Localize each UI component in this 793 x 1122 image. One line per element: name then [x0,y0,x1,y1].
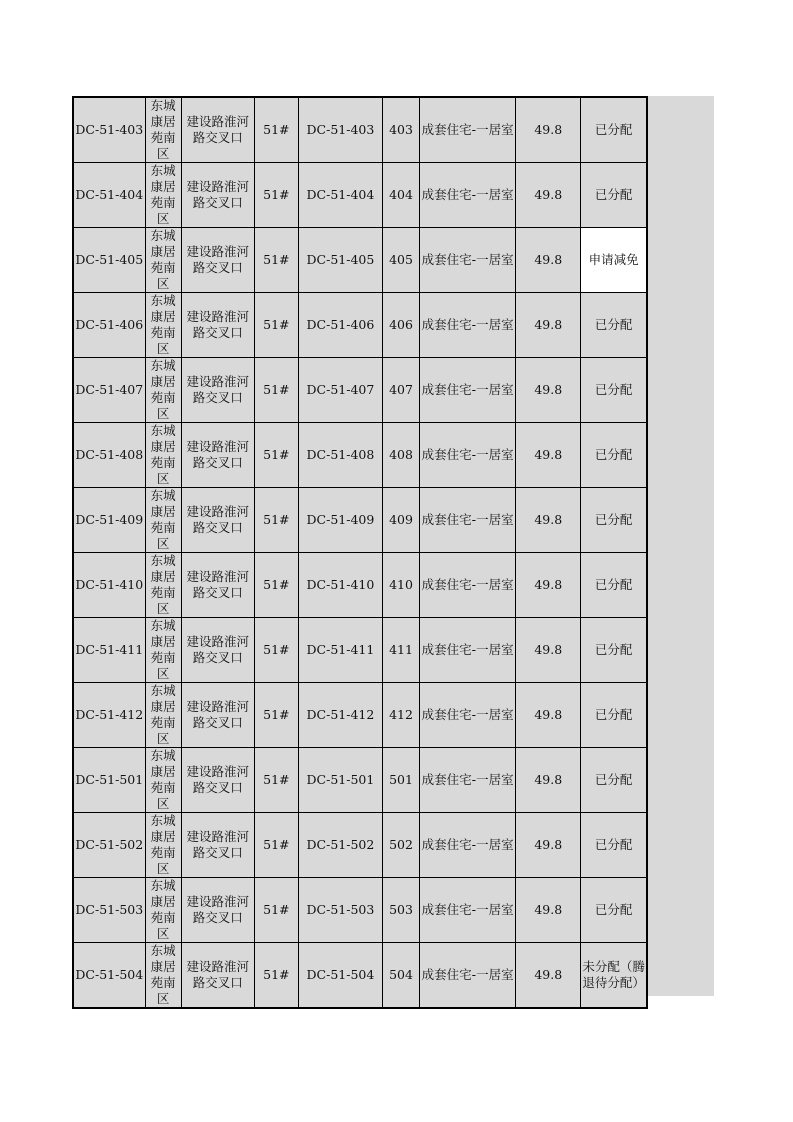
building-number-cell: 51# [254,683,298,748]
room-number-cell: 407 [383,358,420,423]
building-number-cell: 51# [254,553,298,618]
location-cell: 建设路淮河路交叉口 [181,97,254,163]
house-code-cell: DC-51-407 [73,358,145,423]
allocation-status-cell: 已分配 [581,813,647,878]
table-row [73,553,647,618]
room-number-cell: 503 [383,878,420,943]
room-number-cell: 405 [383,228,420,293]
house-code-cell: DC-51-502 [73,813,145,878]
location-cell: 建设路淮河路交叉口 [181,878,254,943]
area-size-cell: 49.8 [516,293,581,358]
house-type-cell: 成套住宅-一居室 [420,228,516,293]
allocation-status-cell: 已分配 [581,748,647,813]
allocation-status-cell: 已分配 [581,878,647,943]
building-number-cell: 51# [254,748,298,813]
house-type-cell: 成套住宅-一居室 [420,683,516,748]
unit-code-cell: DC-51-404 [298,163,382,228]
community-name-cell: 东城康居苑南区 [145,423,181,488]
allocation-status-cell: 已分配 [581,97,647,163]
table-row [73,488,647,553]
table-row [73,618,647,683]
building-number-cell: 51# [254,943,298,1009]
room-number-cell: 406 [383,293,420,358]
allocation-status-cell: 已分配 [581,423,647,488]
allocation-status-cell: 申请减免 [581,228,647,293]
area-size-cell: 49.8 [516,423,581,488]
house-code-cell: DC-51-406 [73,293,145,358]
community-name-cell: 东城康居苑南区 [145,683,181,748]
location-cell: 建设路淮河路交叉口 [181,423,254,488]
room-number-cell: 403 [383,97,420,163]
building-number-cell: 51# [254,423,298,488]
house-code-cell: DC-51-410 [73,553,145,618]
area-size-cell: 49.8 [516,553,581,618]
building-number-cell: 51# [254,813,298,878]
allocation-status-cell: 已分配 [581,293,647,358]
community-name-cell: 东城康居苑南区 [145,228,181,293]
unit-code-cell: DC-51-403 [298,97,382,163]
community-name-cell: 东城康居苑南区 [145,97,181,163]
allocation-status-cell: 已分配 [581,163,647,228]
unit-code-cell: DC-51-405 [298,228,382,293]
house-type-cell: 成套住宅-一居室 [420,553,516,618]
building-number-cell: 51# [254,618,298,683]
community-name-cell: 东城康居苑南区 [145,618,181,683]
unit-code-cell: DC-51-406 [298,293,382,358]
house-type-cell: 成套住宅-一居室 [420,943,516,1009]
table-row [73,97,647,163]
area-size-cell: 49.8 [516,813,581,878]
table-row [73,813,647,878]
community-name-cell: 东城康居苑南区 [145,748,181,813]
location-cell: 建设路淮河路交叉口 [181,683,254,748]
room-number-cell: 501 [383,748,420,813]
area-size-cell: 49.8 [516,878,581,943]
house-type-cell: 成套住宅-一居室 [420,163,516,228]
house-type-cell: 成套住宅-一居室 [420,358,516,423]
house-type-cell: 成套住宅-一居室 [420,618,516,683]
location-cell: 建设路淮河路交叉口 [181,358,254,423]
house-code-cell: DC-51-405 [73,228,145,293]
room-number-cell: 412 [383,683,420,748]
unit-code-cell: DC-51-504 [298,943,382,1009]
location-cell: 建设路淮河路交叉口 [181,228,254,293]
unit-code-cell: DC-51-410 [298,553,382,618]
table-row [73,748,647,813]
house-type-cell: 成套住宅-一居室 [420,813,516,878]
table-body [73,97,647,1008]
house-code-cell: DC-51-404 [73,163,145,228]
room-number-cell: 502 [383,813,420,878]
unit-code-cell: DC-51-502 [298,813,382,878]
table-row [73,293,647,358]
house-type-cell: 成套住宅-一居室 [420,423,516,488]
community-name-cell: 东城康居苑南区 [145,293,181,358]
unit-code-cell: DC-51-408 [298,423,382,488]
allocation-status-cell: 已分配 [581,553,647,618]
unit-code-cell: DC-51-412 [298,683,382,748]
room-number-cell: 411 [383,618,420,683]
building-number-cell: 51# [254,97,298,163]
house-type-cell: 成套住宅-一居室 [420,488,516,553]
allocation-status-cell: 已分配 [581,488,647,553]
house-type-cell: 成套住宅-一居室 [420,293,516,358]
room-number-cell: 410 [383,553,420,618]
house-type-cell: 成套住宅-一居室 [420,878,516,943]
location-cell: 建设路淮河路交叉口 [181,618,254,683]
house-code-cell: DC-51-408 [73,423,145,488]
table-row [73,878,647,943]
building-number-cell: 51# [254,488,298,553]
community-name-cell: 东城康居苑南区 [145,878,181,943]
location-cell: 建设路淮河路交叉口 [181,163,254,228]
table-row [73,228,647,293]
table-row [73,358,647,423]
community-name-cell: 东城康居苑南区 [145,943,181,1009]
building-number-cell: 51# [254,878,298,943]
area-size-cell: 49.8 [516,943,581,1009]
allocation-status-cell: 已分配 [581,683,647,748]
allocation-status-cell: 未分配（腾退待分配） [581,943,647,1009]
house-code-cell: DC-51-503 [73,878,145,943]
room-number-cell: 504 [383,943,420,1009]
house-code-cell: DC-51-412 [73,683,145,748]
unit-code-cell: DC-51-503 [298,878,382,943]
community-name-cell: 东城康居苑南区 [145,358,181,423]
house-type-cell: 成套住宅-一居室 [420,97,516,163]
building-number-cell: 51# [254,293,298,358]
area-size-cell: 49.8 [516,683,581,748]
location-cell: 建设路淮河路交叉口 [181,553,254,618]
allocation-status-cell: 已分配 [581,358,647,423]
housing-table [72,96,648,1009]
table-row [73,423,647,488]
location-cell: 建设路淮河路交叉口 [181,943,254,1009]
allocation-status-cell: 已分配 [581,618,647,683]
location-cell: 建设路淮河路交叉口 [181,488,254,553]
location-cell: 建设路淮河路交叉口 [181,293,254,358]
room-number-cell: 409 [383,488,420,553]
building-number-cell: 51# [254,358,298,423]
area-size-cell: 49.8 [516,748,581,813]
table-row [73,943,647,1009]
room-number-cell: 404 [383,163,420,228]
area-size-cell: 49.8 [516,358,581,423]
table-row [73,683,647,748]
area-size-cell: 49.8 [516,228,581,293]
house-code-cell: DC-51-403 [73,97,145,163]
table-row [73,163,647,228]
area-size-cell: 49.8 [516,618,581,683]
community-name-cell: 东城康居苑南区 [145,488,181,553]
community-name-cell: 东城康居苑南区 [145,553,181,618]
unit-code-cell: DC-51-407 [298,358,382,423]
building-number-cell: 51# [254,163,298,228]
unit-code-cell: DC-51-409 [298,488,382,553]
house-code-cell: DC-51-501 [73,748,145,813]
area-size-cell: 49.8 [516,97,581,163]
community-name-cell: 东城康居苑南区 [145,813,181,878]
house-code-cell: DC-51-409 [73,488,145,553]
unit-code-cell: DC-51-501 [298,748,382,813]
community-name-cell: 东城康居苑南区 [145,163,181,228]
house-type-cell: 成套住宅-一居室 [420,748,516,813]
house-code-cell: DC-51-411 [73,618,145,683]
location-cell: 建设路淮河路交叉口 [181,813,254,878]
location-cell: 建设路淮河路交叉口 [181,748,254,813]
house-code-cell: DC-51-504 [73,943,145,1009]
unit-code-cell: DC-51-411 [298,618,382,683]
building-number-cell: 51# [254,228,298,293]
area-size-cell: 49.8 [516,488,581,553]
room-number-cell: 408 [383,423,420,488]
area-size-cell: 49.8 [516,163,581,228]
